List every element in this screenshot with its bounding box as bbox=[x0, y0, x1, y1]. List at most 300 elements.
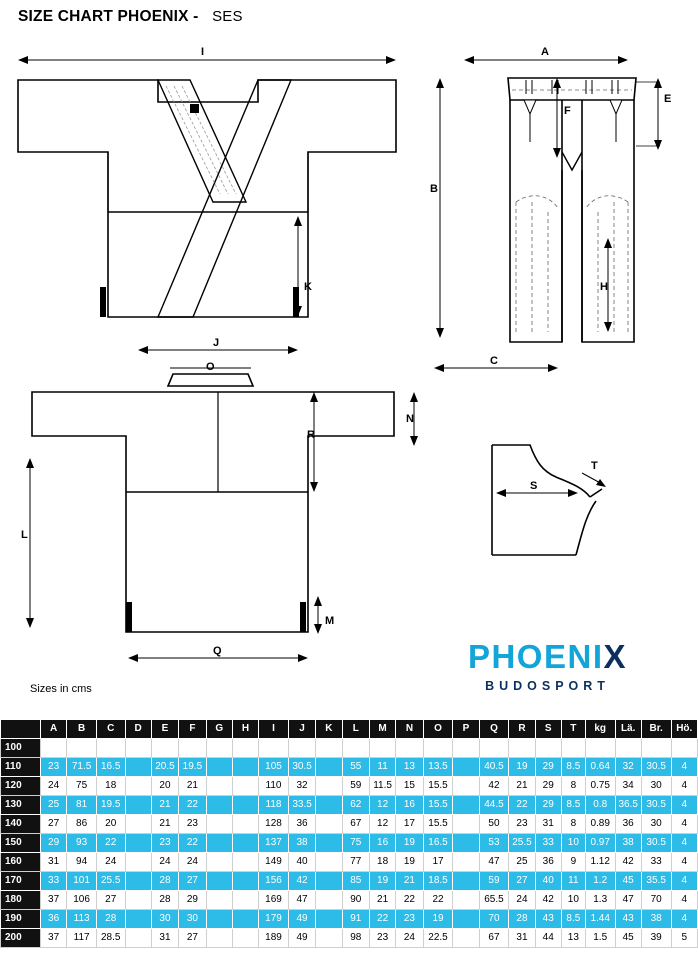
table-cell: 30.5 bbox=[288, 758, 315, 777]
table-col-header: kg bbox=[585, 720, 615, 739]
table-cell: 1.5 bbox=[585, 929, 615, 948]
table-cell: 16 bbox=[396, 796, 423, 815]
table-cell bbox=[96, 739, 125, 758]
table-cell bbox=[585, 739, 615, 758]
table-cell: 75 bbox=[67, 777, 97, 796]
table-cell: 20 bbox=[96, 815, 125, 834]
table-row bbox=[1, 815, 698, 834]
table-cell: 44 bbox=[535, 929, 561, 948]
table-cell: 1.2 bbox=[585, 872, 615, 891]
table-col-header: M bbox=[369, 720, 395, 739]
table-cell bbox=[259, 739, 289, 758]
table-cell bbox=[316, 796, 342, 815]
collar-detail-diagram bbox=[478, 425, 658, 575]
table-row-size: 110 bbox=[1, 758, 41, 777]
table-cell: 23 bbox=[40, 758, 66, 777]
table-cell: 35.5 bbox=[641, 872, 671, 891]
table-cell bbox=[453, 758, 479, 777]
table-cell: 18 bbox=[369, 853, 395, 872]
table-cell: 118 bbox=[259, 796, 289, 815]
table-cell: 179 bbox=[259, 910, 289, 929]
table-cell: 36 bbox=[535, 853, 561, 872]
table-col-header: D bbox=[125, 720, 151, 739]
table-col-header: T bbox=[561, 720, 585, 739]
table-cell: 16 bbox=[369, 834, 395, 853]
table-cell: 91 bbox=[342, 910, 369, 929]
table-cell: 0.64 bbox=[585, 758, 615, 777]
table-col-header: L bbox=[342, 720, 369, 739]
table-cell: 110 bbox=[259, 777, 289, 796]
table-cell bbox=[67, 739, 97, 758]
table-cell: 22 bbox=[369, 910, 395, 929]
table-cell: 101 bbox=[67, 872, 97, 891]
table-cell: 22 bbox=[509, 796, 535, 815]
table-cell: 47 bbox=[615, 891, 641, 910]
table-cell: 8.5 bbox=[561, 758, 585, 777]
table-cell: 43 bbox=[615, 910, 641, 929]
table-cell: 21 bbox=[179, 777, 206, 796]
table-cell bbox=[316, 758, 342, 777]
table-cell bbox=[453, 834, 479, 853]
table-cell bbox=[206, 815, 232, 834]
table-cell: 22 bbox=[96, 834, 125, 853]
table-cell: 18 bbox=[96, 777, 125, 796]
table-cell bbox=[232, 758, 258, 777]
table-cell: 77 bbox=[342, 853, 369, 872]
table-col-header: J bbox=[288, 720, 315, 739]
table-cell: 37 bbox=[40, 891, 66, 910]
table-cell: 70 bbox=[641, 891, 671, 910]
table-cell: 31 bbox=[535, 815, 561, 834]
table-row-size: 150 bbox=[1, 834, 41, 853]
table-header bbox=[1, 720, 698, 739]
table-cell: 22 bbox=[423, 891, 453, 910]
table-cell bbox=[232, 777, 258, 796]
table-cell: 4 bbox=[671, 891, 697, 910]
table-cell: 137 bbox=[259, 834, 289, 853]
table-cell: 24 bbox=[151, 853, 178, 872]
table-cell bbox=[206, 777, 232, 796]
table-cell bbox=[316, 910, 342, 929]
table-cell: 4 bbox=[671, 872, 697, 891]
table-cell: 42 bbox=[288, 872, 315, 891]
table-col-header: P bbox=[453, 720, 479, 739]
table-cell: 117 bbox=[67, 929, 97, 948]
table-cell: 20.5 bbox=[151, 758, 178, 777]
table-cell: 21 bbox=[369, 891, 395, 910]
table-cell: 106 bbox=[67, 891, 97, 910]
table-cell: 13 bbox=[396, 758, 423, 777]
table-cell bbox=[206, 739, 232, 758]
table-cell bbox=[206, 910, 232, 929]
table-cell: 15.5 bbox=[423, 815, 453, 834]
table-cell: 13 bbox=[561, 929, 585, 948]
table-cell bbox=[232, 910, 258, 929]
table-cell bbox=[151, 739, 178, 758]
table-cell: 11 bbox=[561, 872, 585, 891]
table-cell: 19.5 bbox=[96, 796, 125, 815]
table-cell: 45 bbox=[615, 872, 641, 891]
table-col-header: F bbox=[179, 720, 206, 739]
table-cell: 65.5 bbox=[479, 891, 509, 910]
table-col-header: A bbox=[40, 720, 66, 739]
table-cell: 30.5 bbox=[641, 758, 671, 777]
brand-name-x: X bbox=[603, 638, 628, 675]
table-cell: 105 bbox=[259, 758, 289, 777]
table-row bbox=[1, 739, 698, 758]
table-cell: 4 bbox=[671, 853, 697, 872]
table-cell: 94 bbox=[67, 853, 97, 872]
table-cell: 169 bbox=[259, 891, 289, 910]
diagram-label-f: F bbox=[564, 105, 571, 117]
table-cell: 30 bbox=[179, 910, 206, 929]
table-cell: 13.5 bbox=[423, 758, 453, 777]
table-cell: 0.75 bbox=[585, 777, 615, 796]
table-col-header: R bbox=[509, 720, 535, 739]
table-cell: 40.5 bbox=[479, 758, 509, 777]
table-cell: 22.5 bbox=[423, 929, 453, 948]
table-cell bbox=[423, 739, 453, 758]
table-cell: 5 bbox=[671, 929, 697, 948]
table-cell: 4 bbox=[671, 834, 697, 853]
table-cell bbox=[615, 739, 641, 758]
table-cell: 33 bbox=[40, 872, 66, 891]
table-cell: 28.5 bbox=[96, 929, 125, 948]
table-col-header: Hö. bbox=[671, 720, 697, 739]
table-cell bbox=[232, 796, 258, 815]
table-cell bbox=[206, 853, 232, 872]
table-cell: 47 bbox=[479, 853, 509, 872]
table-cell bbox=[125, 777, 151, 796]
table-cell: 38 bbox=[288, 834, 315, 853]
table-cell: 30.5 bbox=[641, 834, 671, 853]
table-cell: 20 bbox=[151, 777, 178, 796]
table-cell: 30 bbox=[641, 777, 671, 796]
table-row bbox=[1, 796, 698, 815]
table-cell: 19 bbox=[509, 758, 535, 777]
table-cell: 21 bbox=[509, 777, 535, 796]
table-cell: 28 bbox=[96, 910, 125, 929]
table-cell: 25 bbox=[509, 853, 535, 872]
table-cell: 21 bbox=[151, 796, 178, 815]
table-cell: 36 bbox=[615, 815, 641, 834]
table-cell: 27 bbox=[96, 891, 125, 910]
table-cell bbox=[535, 739, 561, 758]
table-cell: 32 bbox=[615, 758, 641, 777]
table-cell bbox=[316, 929, 342, 948]
table-cell: 29 bbox=[535, 758, 561, 777]
table-cell: 4 bbox=[671, 910, 697, 929]
table-cell bbox=[509, 739, 535, 758]
table-cell: 43 bbox=[535, 910, 561, 929]
table-cell: 23 bbox=[151, 834, 178, 853]
jacket-back-diagram bbox=[8, 362, 438, 682]
table-col-header: N bbox=[396, 720, 423, 739]
table-cell bbox=[396, 739, 423, 758]
table-cell: 36 bbox=[40, 910, 66, 929]
table-cell: 18.5 bbox=[423, 872, 453, 891]
table-cell bbox=[369, 739, 395, 758]
table-row bbox=[1, 853, 698, 872]
table-cell: 17 bbox=[396, 815, 423, 834]
table-cell bbox=[316, 853, 342, 872]
table-cell: 44.5 bbox=[479, 796, 509, 815]
table-cell: 53 bbox=[479, 834, 509, 853]
table-row-size: 140 bbox=[1, 815, 41, 834]
table-cell: 10 bbox=[561, 891, 585, 910]
table-cell: 40 bbox=[535, 872, 561, 891]
table-cell: 27 bbox=[40, 815, 66, 834]
table-cell: 29 bbox=[40, 834, 66, 853]
table-cell: 40 bbox=[288, 853, 315, 872]
table-cell: 81 bbox=[67, 796, 97, 815]
table-cell bbox=[232, 834, 258, 853]
table-cell: 67 bbox=[479, 929, 509, 948]
table-cell bbox=[561, 739, 585, 758]
table-cell: 8.5 bbox=[561, 910, 585, 929]
table-cell bbox=[316, 815, 342, 834]
table-cell: 49 bbox=[288, 910, 315, 929]
table-row bbox=[1, 758, 698, 777]
table-cell: 38 bbox=[641, 910, 671, 929]
table-cell: 19 bbox=[396, 853, 423, 872]
table-cell: 10 bbox=[561, 834, 585, 853]
table-cell: 24 bbox=[509, 891, 535, 910]
table-cell: 39 bbox=[641, 929, 671, 948]
table-row-size: 100 bbox=[1, 739, 41, 758]
table-cell: 86 bbox=[67, 815, 97, 834]
table-cell: 30.5 bbox=[641, 796, 671, 815]
table-cell: 38 bbox=[615, 834, 641, 853]
table-cell: 21 bbox=[151, 815, 178, 834]
table-cell bbox=[125, 872, 151, 891]
table-cell: 8 bbox=[561, 815, 585, 834]
table-cell: 47 bbox=[288, 891, 315, 910]
table-cell: 29 bbox=[179, 891, 206, 910]
table-cell: 36 bbox=[288, 815, 315, 834]
table-cell: 1.44 bbox=[585, 910, 615, 929]
table-cell: 24 bbox=[40, 777, 66, 796]
table-row bbox=[1, 834, 698, 853]
table-cell: 34 bbox=[615, 777, 641, 796]
brand-logo bbox=[420, 640, 675, 693]
table-cell: 23 bbox=[369, 929, 395, 948]
diagram-label-h: H bbox=[600, 281, 608, 293]
diagram-label-o: O bbox=[206, 362, 215, 373]
table-cell bbox=[288, 739, 315, 758]
table-cell bbox=[232, 891, 258, 910]
page-title bbox=[18, 8, 243, 26]
brand-name bbox=[420, 640, 675, 673]
jacket-front-diagram bbox=[8, 42, 408, 382]
table-cell: 71.5 bbox=[67, 758, 97, 777]
table-cell: 28 bbox=[151, 872, 178, 891]
table-cell: 156 bbox=[259, 872, 289, 891]
table-cell: 25.5 bbox=[509, 834, 535, 853]
table-cell bbox=[206, 872, 232, 891]
table-cell bbox=[453, 739, 479, 758]
diagram-label-a: A bbox=[541, 46, 549, 58]
table-col-header: B bbox=[67, 720, 97, 739]
table-cell: 24 bbox=[396, 929, 423, 948]
table-cell: 4 bbox=[671, 796, 697, 815]
table-cell: 15 bbox=[396, 777, 423, 796]
table-cell: 59 bbox=[479, 872, 509, 891]
table-cell bbox=[479, 739, 509, 758]
table-cell: 4 bbox=[671, 777, 697, 796]
table-cell: 49 bbox=[288, 929, 315, 948]
diagram-label-n: N bbox=[406, 413, 414, 425]
table-cell bbox=[453, 872, 479, 891]
table-cell: 50 bbox=[479, 815, 509, 834]
table-cell bbox=[453, 815, 479, 834]
table-row bbox=[1, 929, 698, 948]
table-col-header: S bbox=[535, 720, 561, 739]
table-cell bbox=[125, 739, 151, 758]
table-cell bbox=[40, 739, 66, 758]
table-col-header: K bbox=[316, 720, 342, 739]
table-cell bbox=[453, 910, 479, 929]
table-cell: 21 bbox=[396, 872, 423, 891]
table-cell: 17 bbox=[423, 853, 453, 872]
table-cell bbox=[125, 910, 151, 929]
table-cell: 4 bbox=[671, 815, 697, 834]
table-cell: 29 bbox=[535, 796, 561, 815]
table-cell: 67 bbox=[342, 815, 369, 834]
table-cell: 16.5 bbox=[423, 834, 453, 853]
table-cell bbox=[232, 739, 258, 758]
table-cell: 42 bbox=[479, 777, 509, 796]
table-cell bbox=[179, 739, 206, 758]
table-row bbox=[1, 910, 698, 929]
table-cell: 23 bbox=[396, 910, 423, 929]
table-cell: 19 bbox=[423, 910, 453, 929]
table-row-size: 120 bbox=[1, 777, 41, 796]
table-cell: 37 bbox=[40, 929, 66, 948]
table-cell bbox=[316, 872, 342, 891]
table-cell bbox=[453, 777, 479, 796]
page-title-model: SES bbox=[212, 8, 243, 25]
table-cell bbox=[206, 891, 232, 910]
table-cell: 24 bbox=[179, 853, 206, 872]
table-cell: 19 bbox=[396, 834, 423, 853]
table-cell: 93 bbox=[67, 834, 97, 853]
table-col-header: G bbox=[206, 720, 232, 739]
diagram-label-t: T bbox=[591, 460, 598, 472]
table-cell: 0.89 bbox=[585, 815, 615, 834]
table-cell: 9 bbox=[561, 853, 585, 872]
table-cell: 30 bbox=[151, 910, 178, 929]
table-cell: 22 bbox=[179, 834, 206, 853]
table-cell: 33.5 bbox=[288, 796, 315, 815]
table-row bbox=[1, 891, 698, 910]
table-cell: 0.8 bbox=[585, 796, 615, 815]
table-cell: 42 bbox=[535, 891, 561, 910]
table-cell: 128 bbox=[259, 815, 289, 834]
table-header-row bbox=[1, 720, 698, 739]
size-chart-table bbox=[0, 719, 698, 948]
table-cell: 27 bbox=[179, 872, 206, 891]
table-cell bbox=[232, 815, 258, 834]
table-cell: 8 bbox=[561, 777, 585, 796]
table-cell bbox=[232, 929, 258, 948]
table-cell: 36.5 bbox=[615, 796, 641, 815]
brand-tagline: BUDOSPORT bbox=[485, 679, 610, 693]
table-cell: 55 bbox=[342, 758, 369, 777]
table-cell bbox=[125, 815, 151, 834]
table-cell: 4 bbox=[671, 758, 697, 777]
table-cell: 59 bbox=[342, 777, 369, 796]
table-cell bbox=[316, 777, 342, 796]
table-col-header bbox=[1, 720, 41, 739]
table-cell: 12 bbox=[369, 796, 395, 815]
table-cell: 25.5 bbox=[96, 872, 125, 891]
table-cell bbox=[125, 758, 151, 777]
table-cell bbox=[206, 796, 232, 815]
table-body bbox=[1, 739, 698, 948]
sizes-unit-note: Sizes in cms bbox=[30, 683, 92, 695]
table-cell bbox=[206, 758, 232, 777]
table-cell bbox=[125, 891, 151, 910]
table-row-size: 130 bbox=[1, 796, 41, 815]
table-row-size: 200 bbox=[1, 929, 41, 948]
table-col-header: Lä. bbox=[615, 720, 641, 739]
table-row-size: 170 bbox=[1, 872, 41, 891]
table-cell: 0.97 bbox=[585, 834, 615, 853]
table-col-header: C bbox=[96, 720, 125, 739]
table-row-size: 180 bbox=[1, 891, 41, 910]
table-col-header: Br. bbox=[641, 720, 671, 739]
diagram-label-k: K bbox=[304, 281, 312, 293]
table-cell: 189 bbox=[259, 929, 289, 948]
table-cell: 31 bbox=[509, 929, 535, 948]
table-cell: 11 bbox=[369, 758, 395, 777]
table-cell: 27 bbox=[509, 872, 535, 891]
table-cell bbox=[125, 796, 151, 815]
table-cell: 31 bbox=[40, 853, 66, 872]
diagram-label-b: B bbox=[430, 183, 438, 195]
table-cell: 24 bbox=[96, 853, 125, 872]
table-cell: 98 bbox=[342, 929, 369, 948]
table-cell bbox=[316, 739, 342, 758]
table-row-size: 190 bbox=[1, 910, 41, 929]
table-cell: 16.5 bbox=[96, 758, 125, 777]
table-cell: 45 bbox=[615, 929, 641, 948]
page-title-main: SIZE CHART PHOENIX - bbox=[18, 8, 199, 25]
table-cell: 31 bbox=[151, 929, 178, 948]
table-cell bbox=[125, 929, 151, 948]
table-col-header: E bbox=[151, 720, 178, 739]
table-cell: 22 bbox=[396, 891, 423, 910]
table-cell: 1.12 bbox=[585, 853, 615, 872]
table-cell: 28 bbox=[151, 891, 178, 910]
table-cell: 90 bbox=[342, 891, 369, 910]
table-cell: 15.5 bbox=[423, 777, 453, 796]
table-cell bbox=[232, 853, 258, 872]
table-col-header: O bbox=[423, 720, 453, 739]
table-cell: 22 bbox=[179, 796, 206, 815]
diagram-label-e: E bbox=[664, 93, 672, 105]
brand-name-text: PHOENI bbox=[467, 638, 604, 675]
table-cell: 32 bbox=[288, 777, 315, 796]
table-row bbox=[1, 872, 698, 891]
table-cell: 15.5 bbox=[423, 796, 453, 815]
diagram-label-s: S bbox=[530, 480, 538, 492]
table-cell bbox=[453, 796, 479, 815]
table-cell: 19 bbox=[369, 872, 395, 891]
table-cell bbox=[453, 891, 479, 910]
table-cell bbox=[125, 834, 151, 853]
